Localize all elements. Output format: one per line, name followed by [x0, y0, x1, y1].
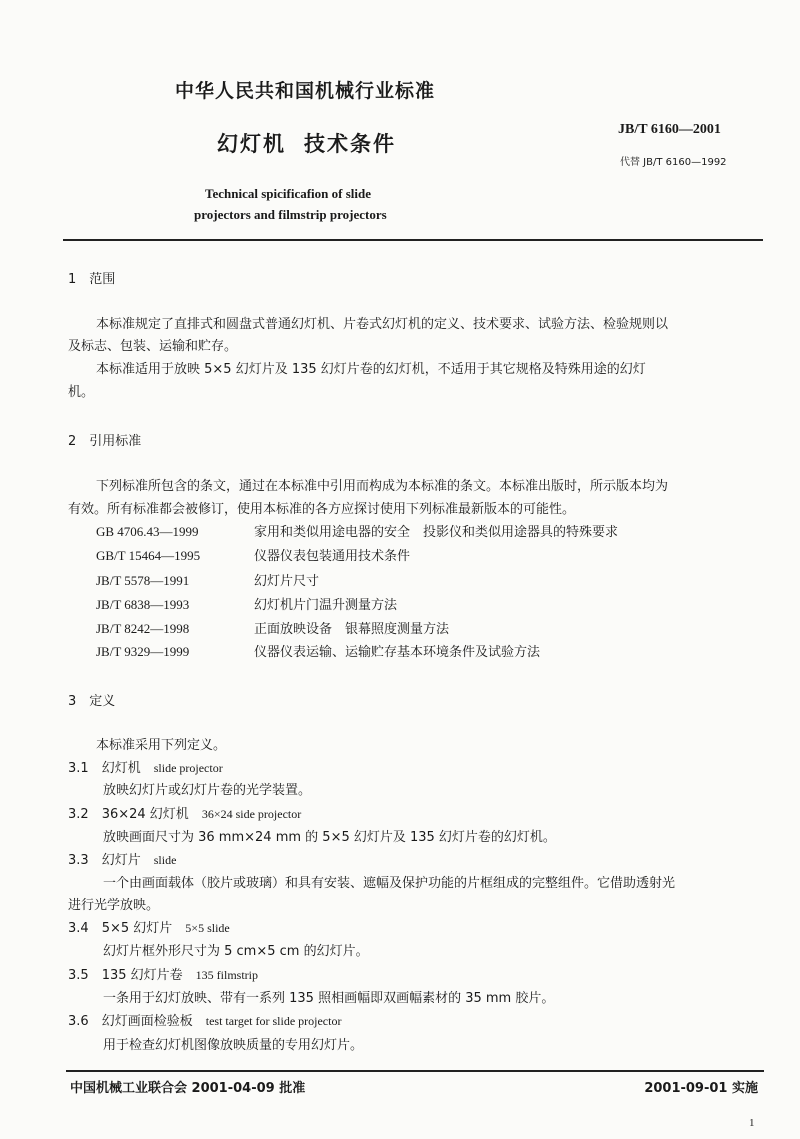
definition-term: 幻灯机 — [101, 761, 141, 776]
definition-number: 3.5 — [68, 968, 89, 983]
definition-term: 135 幻灯片卷 — [101, 968, 183, 983]
definition-term: 5×5 幻灯片 — [101, 921, 173, 936]
approval-note: 中国机械工业联合会 2001-04-09 批准 — [70, 1081, 306, 1096]
reference-item — [96, 570, 319, 589]
definition-english: 135 filmstrip — [195, 968, 259, 982]
title-part-2: 技术条件 — [304, 132, 396, 156]
reference-item — [96, 641, 540, 660]
s1-para2-line1: 本标准适用于放映 5×5 幻灯片及 135 幻灯片卷的幻灯机，不适用于其它规格及特殊用途的幻灯 — [96, 362, 646, 377]
reference-item — [96, 545, 410, 564]
section-1-heading: 1 范围 — [68, 272, 116, 287]
definition-english: 36×24 side projector — [201, 807, 302, 821]
definition-english: 5×5 slide — [185, 921, 230, 935]
definition-body: 一条用于幻灯放映、带有一系列 135 照相画幅即双画幅素材的 35 mm 胶片。 — [103, 991, 555, 1006]
replaces-note: 代替 JB/T 6160—1992 — [620, 157, 727, 168]
definition-body: 用于检查幻灯机图像放映质量的专用幻灯片。 — [103, 1038, 364, 1053]
reference-title: 幻灯片尺寸 — [254, 574, 320, 589]
definition-number: 3.6 — [68, 1014, 89, 1029]
reference-code: JB/T 5578—1991 — [96, 573, 190, 588]
page-number: 1 — [749, 1117, 755, 1129]
definition-heading — [68, 1010, 341, 1029]
section-2-heading: 2 引用标准 — [68, 434, 142, 449]
definition-heading — [68, 757, 223, 776]
footer-rule — [66, 1070, 764, 1072]
reference-code: JB/T 9329—1999 — [96, 644, 190, 659]
reference-title: 正面放映设备 银幕照度测量方法 — [254, 622, 450, 637]
reference-title: 仪器仪表运输、运输贮存基本环境条件及试验方法 — [254, 645, 541, 660]
definition-body: 放映画面尺寸为 36 mm×24 mm 的 5×5 幻灯片及 135 幻灯片卷的幻灯机。 — [103, 830, 556, 845]
reference-title: 仪器仪表包装通用技术条件 — [254, 549, 411, 564]
s2-para-line2: 有效。所有标准都会被修订，使用本标准的各方应探讨使用下列标准最新版本的可能性。 — [68, 502, 576, 517]
definition-heading — [68, 964, 258, 983]
standard-number: JB/T 6160—2001 — [618, 122, 721, 137]
reference-item — [96, 521, 618, 540]
document-title — [217, 128, 396, 158]
reference-title: 家用和类似用途电器的安全 投影仪和类似用途器具的特殊要求 — [254, 525, 619, 540]
english-title-line-2: projectors and filmstrip projectors — [194, 207, 387, 222]
reference-code: GB/T 15464—1995 — [96, 548, 201, 563]
definition-number: 3.4 — [68, 921, 89, 936]
header-rule — [63, 239, 763, 241]
definition-heading — [68, 917, 230, 936]
definition-english: slide — [153, 853, 177, 867]
s1-para1-line2: 及标志、包装、运输和贮存。 — [68, 339, 238, 354]
s3-intro: 本标准采用下列定义。 — [96, 738, 227, 753]
implementation-date: 2001-09-01 实施 — [644, 1081, 758, 1096]
s1-para2-line2: 机。 — [68, 385, 95, 400]
reference-item — [96, 618, 449, 637]
definition-term: 幻灯画面检验板 — [101, 1014, 193, 1029]
definition-body: 幻灯片框外形尺寸为 5 cm×5 cm 的幻灯片。 — [103, 944, 369, 959]
definition-body-cont: 进行光学放映。 — [68, 898, 160, 913]
definition-body: 放映幻灯片或幻灯片卷的光学装置。 — [103, 783, 312, 798]
reference-item — [96, 594, 397, 613]
s2-para-line1: 下列标准所包含的条文，通过在本标准中引用而构成为本标准的条文。本标准出版时，所示版本均为 — [96, 479, 669, 494]
definition-heading — [68, 849, 176, 868]
s1-para1-line1: 本标准规定了直排式和圆盘式普通幻灯机、片卷式幻灯机的定义、技术要求、试验方法、检验规则以 — [96, 317, 669, 332]
definition-number: 3.2 — [68, 807, 89, 822]
definition-term: 幻灯片 — [101, 853, 141, 868]
section-3-heading: 3 定义 — [68, 694, 116, 709]
definition-body: 一个由画面载体（胶片或玻璃）和具有安装、遮幅及保护功能的片框组成的完整组件。它借助透射光 — [103, 876, 676, 891]
title-part-1: 幻灯机 — [217, 132, 286, 156]
reference-code: JB/T 6838—1993 — [96, 597, 190, 612]
definition-english: test target for slide projector — [205, 1014, 342, 1028]
definition-heading — [68, 803, 301, 822]
reference-title: 幻灯机片门温升测量方法 — [254, 598, 398, 613]
definition-english: slide projector — [153, 761, 223, 775]
definition-number: 3.3 — [68, 853, 89, 868]
definition-term: 36×24 幻灯机 — [101, 807, 189, 822]
issuing-body: 中华人民共和国机械行业标准 — [175, 80, 436, 102]
reference-code: JB/T 8242—1998 — [96, 621, 190, 636]
english-title-line-1: Technical spicificafion of slide — [205, 186, 371, 201]
definition-number: 3.1 — [68, 761, 89, 776]
reference-code: GB 4706.43—1999 — [96, 524, 199, 539]
